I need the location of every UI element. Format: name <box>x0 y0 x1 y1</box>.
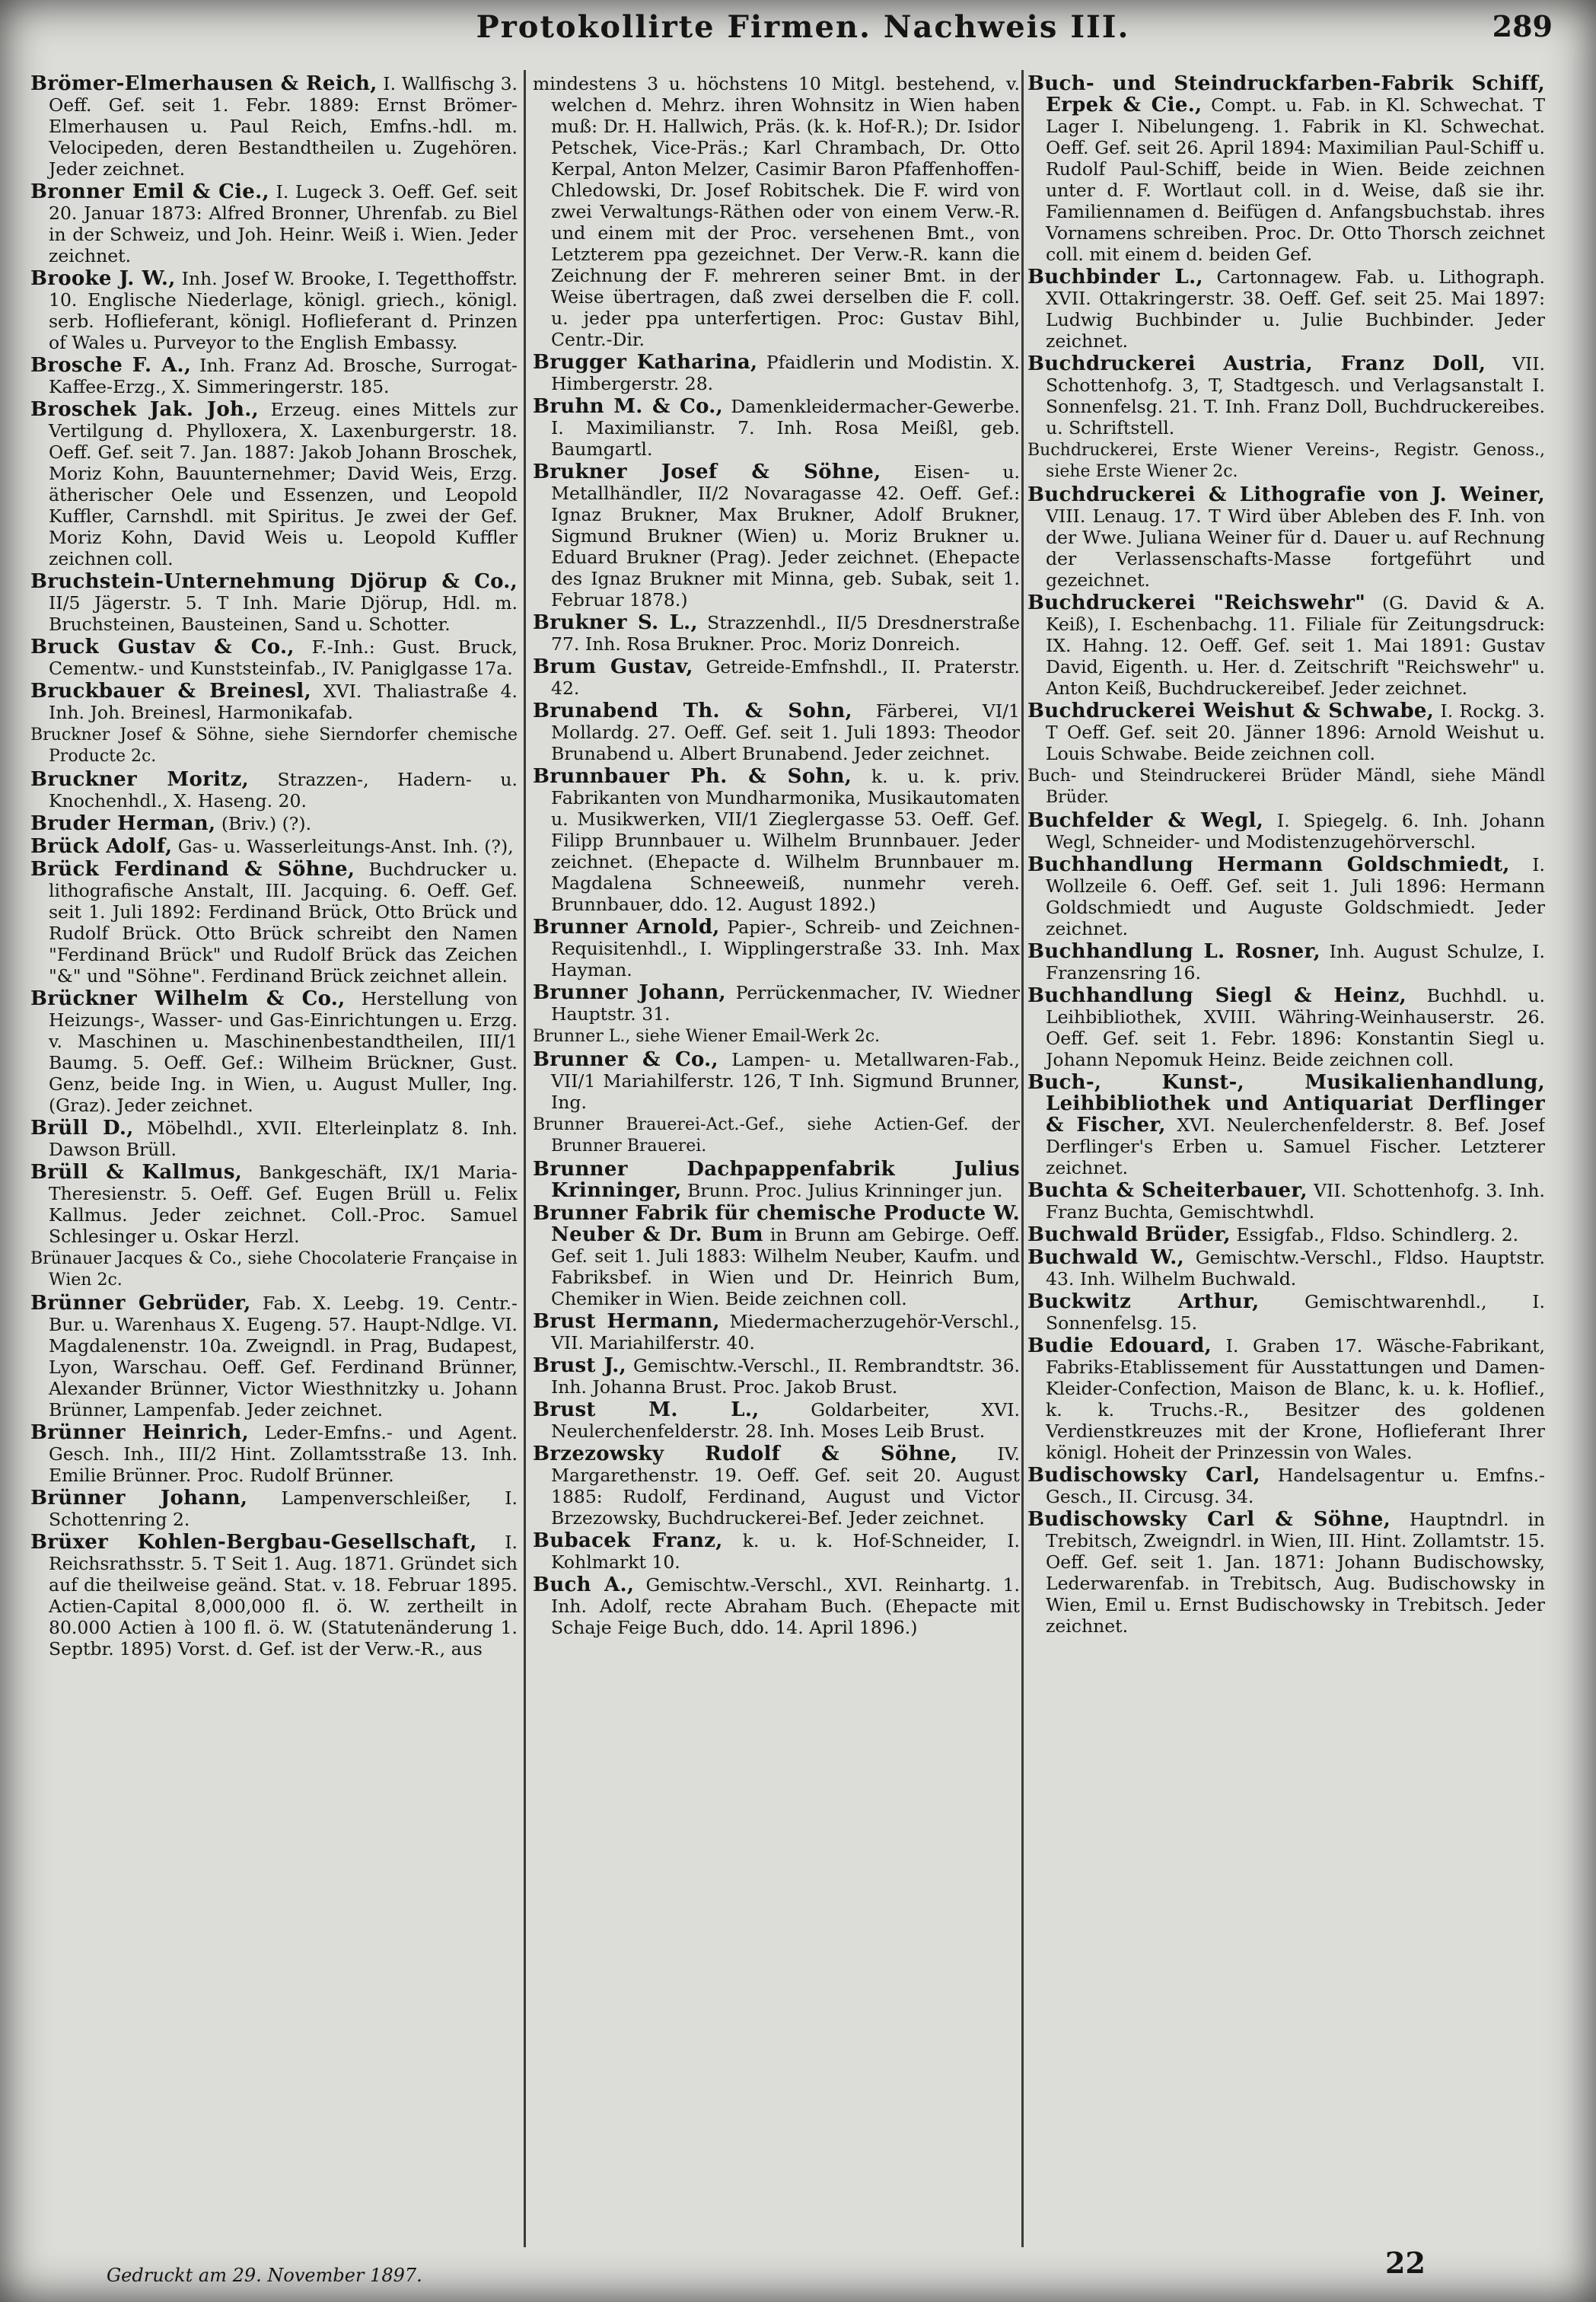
firm-entry <box>30 988 518 1116</box>
firm-details: Gemischtw.-Verschl., Fldso. Hauptstr. 43. Inh. Wilhelm Buchwald. <box>1046 1247 1545 1290</box>
firm-details: (Briv.) (?). <box>215 813 312 834</box>
firm-name: Brust Hermann, <box>533 1310 720 1333</box>
firm-entry <box>1027 700 1545 764</box>
firm-entry <box>30 813 518 834</box>
column-divider <box>1021 70 1024 2247</box>
firm-entry <box>533 1203 1020 1309</box>
firm-name: Brugger Katharina, <box>533 351 758 374</box>
entry-continuation <box>533 73 1020 350</box>
firm-name: Brüll & Kallmus, <box>30 1161 243 1184</box>
firm-details: Gemischtw.-Verschl., XVI. Reinhartg. 1. Inh. Adolf, recte Abraham Buch. (Ehepacte mit Schaje Feige Buch, ddo. 14. April 1896.) <box>551 1574 1020 1638</box>
firm-name: Bruder Herman, <box>30 812 216 835</box>
firm-entry <box>1027 854 1545 939</box>
cross-reference-text: Brünauer Jacques & Co., siehe Chocolaterie Française in Wien 2c. <box>30 1249 518 1290</box>
cross-reference <box>30 1248 518 1291</box>
column-3 <box>1027 73 1545 2235</box>
firm-name: Brünner Johann, <box>30 1487 248 1510</box>
firm-entry <box>30 1487 518 1530</box>
firm-details: I. Lugeck 3. Oeff. Gef. seit 20. Januar 1873: Alfred Bronner, Uhrenfab. zu Biel in der Schweiz, und Joh. Heinr. Weiß i. Wien. Jeder zeichnet. <box>49 181 518 266</box>
firm-details: Erzeug. eines Mittels zur Vertilgung d. Phylloxera, X. Laxenburgerstr. 18. Oeff. Gef. seit 7. Jan. 1887: Jakob Johann Broschek, Moriz Kohn, Bauunternehmer; David Weis, Erzg. ätherischer Oele und Essenzen, und Leopold Kuffler, Carnshdl. mit Spiritus. Je zwei der Gef. Moriz Kohn, David Weis u. Leopold Kuffler zeichnen coll. <box>49 399 518 569</box>
firm-entry <box>30 1532 518 1660</box>
firm-name: Buchwald W., <box>1027 1246 1185 1269</box>
column-divider <box>524 70 526 2247</box>
firm-name: Bronner Emil & Cie., <box>30 180 269 203</box>
firm-details: Leder-Emfns.- und Agent. Gesch. Inh., III/2 Hint. Zollamtsstraße 13. Inh. Emilie Brünner. Proc. Rudolf Brünner. <box>49 1422 518 1486</box>
firm-name: Brünner Gebrüder, <box>30 1292 251 1315</box>
firm-entry <box>30 268 518 353</box>
firm-entry <box>533 1311 1020 1353</box>
cross-reference <box>533 1026 1020 1047</box>
firm-entry <box>533 612 1020 655</box>
firm-entry <box>533 917 1020 980</box>
firm-name: Brückner Wilhelm & Co., <box>30 987 346 1010</box>
firm-details: XVI. Thaliastraße 4. Inh. Joh. Breinesl, Harmonikafab. <box>49 681 518 723</box>
firm-entry <box>533 352 1020 394</box>
firm-name: Buchhandlung L. Rosner, <box>1027 940 1320 963</box>
firm-name: Brück Ferdinand & Söhne, <box>30 858 355 881</box>
column-2 <box>533 73 1020 2235</box>
firm-entry <box>30 399 518 569</box>
firm-entry <box>1027 1247 1545 1290</box>
firm-entry <box>533 1159 1020 1201</box>
firm-entry <box>1027 592 1545 699</box>
firm-details: Gemischtw.-Verschl., II. Rembrandtstr. 36. Inh. Johanna Brust. Proc. Jakob Brust. <box>551 1355 1020 1398</box>
firm-entry <box>533 656 1020 699</box>
firm-name: Brunner Dachpappenfabrik Julius Krinninger, <box>533 1158 1020 1202</box>
cross-reference <box>30 725 518 767</box>
firm-entry <box>533 461 1020 611</box>
firm-name: Buckwitz Arthur, <box>1027 1290 1260 1313</box>
firm-details: Essigfab., Fldso. Schindlerg. 2. <box>1230 1224 1519 1245</box>
firm-name: Bubacek Franz, <box>533 1529 723 1552</box>
firm-details: Brunn. Proc. Julius Krinninger jun. <box>681 1180 1003 1201</box>
firm-name: Brust M. L., <box>533 1398 760 1421</box>
firm-name: Bruhn M. & Co., <box>533 395 723 418</box>
firm-details: Lampen- u. Metallwaren-Fab., VII/1 Mariahilferstr. 126, T Inh. Sigmund Brunner, Ing. <box>551 1049 1020 1113</box>
firm-entry <box>30 1162 518 1247</box>
firm-entry <box>30 1422 518 1486</box>
firm-entry <box>30 636 518 679</box>
firm-details: VIII. Lenaug. 17. T Wird über Ableben des F. Inh. von der Wwe. Juliana Weiner für d. Dauer u. auf Rechnung der Verlassenschafts-Masse fortgeführt und gezeichnet. <box>1046 505 1545 591</box>
firm-entry <box>30 769 518 811</box>
firm-name: Buch A., <box>533 1573 635 1596</box>
firm-name: Budischowsky Carl & Söhne, <box>1027 1508 1391 1531</box>
firm-entry <box>1027 1335 1545 1463</box>
firm-entry <box>533 700 1020 764</box>
firm-name: Brunabend Th. & Sohn, <box>533 700 852 722</box>
firm-name: Buchwald Brüder, <box>1027 1223 1231 1246</box>
firm-entry <box>1027 1072 1545 1178</box>
firm-details: k. u. k. priv. Fabrikanten von Mundharmonika, Musikautomaten u. Musikwerken, VII/1 Zieglergasse 53. Oeff. Gef. Filipp Brunnbauer u. Wilhelm Brunnbauer. Jeder zeichnet. (Ehepacte d. Wilhelm Brunnbauer m. Magdalena Schneeweiß, nunmehr vereh. Brunnbauer, ddo. 12. August 1892.) <box>551 766 1020 915</box>
firm-entry <box>533 766 1020 915</box>
firm-details: Eisen- u. Metallhändler, II/2 Novaragasse 42. Oeff. Gef.: Ignaz Brukner, Max Brukner, Adolf Brukner, Sigmund Brukner (Wien) u. Moriz Brukner u. Eduard Brukner (Prag). Jeder zeichnet. (Ehepacte des Ignaz Brukner mit Minna, geb. Subak, seit 1. Februar 1878.) <box>551 461 1020 611</box>
firm-name: Brzezowsky Rudolf & Söhne, <box>533 1443 958 1465</box>
firm-details: Buchhdl. u. Leihbibliothek, XVIII. Währing-Weinhauserstr. 26. Oeff. Gef. seit 1. Febr. 1896: Konstantin Siegl u. Johann Nepomuk Heinz. Beide zeichnen coll. <box>1046 985 1545 1070</box>
firm-details: Buchdrucker u. lithografische Anstalt, III. Jacquing. 6. Oeff. Gef. seit 1. Juli 1892: Ferdinand Brück, Otto Brück und Rudolf Brück. Otto Brück schreibt den Namen "Ferdinand Brück" und Rudolf Brück das Zeichen "&" und "Söhne". Ferdinand Brück zeichnet allein. <box>49 859 518 987</box>
firm-name: Budie Edouard, <box>1027 1334 1212 1357</box>
firm-details: Perrückenmacher, IV. Wiedner Hauptstr. 31. <box>551 982 1020 1025</box>
firm-details: k. u. k. Hof-Schneider, I. Kohlmarkt 10. <box>551 1530 1020 1573</box>
page-header <box>46 9 1560 52</box>
firm-name: Brukner S. L., <box>533 611 698 634</box>
cross-reference <box>1027 766 1545 808</box>
firm-details: Miedermacherzugehör-Verschl., VII. Mariahilferstr. 40. <box>551 1311 1020 1353</box>
firm-details: Inh. August Schulze, I. Franzensring 16. <box>1046 941 1545 984</box>
firm-name: Buchhandlung Hermann Goldschmiedt, <box>1027 853 1510 876</box>
firm-details: Gas- u. Wasserleitungs-Anst. Inh. (?), <box>172 836 514 857</box>
firm-entry <box>1027 484 1545 591</box>
firm-name: Buch- und Steindruckfarben-Fabrik Schiff, Erpek & Cie., <box>1027 73 1545 116</box>
firm-entry <box>1027 1224 1545 1245</box>
firm-details: IV. Margarethenstr. 19. Oeff. Gef. seit 20. August 1885: Rudolf, Ferdinand, August und Victor Brzezowsky, Buchdruckerei-Bef. Jeder zeichnet. <box>551 1443 1020 1529</box>
firm-entry <box>30 571 518 635</box>
firm-name: Brunner Fabrik für chemische Producte W. Neuber & Dr. Bum <box>533 1202 1020 1246</box>
firm-name: Buchdruckerei "Reichswehr" <box>1027 591 1366 614</box>
print-date: Gedruckt am 29. November 1897. <box>107 2265 422 2286</box>
firm-details: Färberei, VI/1 Mollardg. 27. Oeff. Gef. seit 1. Juli 1893: Theodor Brunabend u. Albert Brunabend. Jeder zeichnet. <box>551 700 1020 764</box>
cross-reference-text: Brunner L., siehe Wiener Email-Werk 2c. <box>533 1027 881 1046</box>
firm-entry <box>533 396 1020 460</box>
firm-entry <box>30 836 518 857</box>
firm-entry <box>533 1443 1020 1529</box>
firm-details: Herstellung von Heizungs-, Wasser- und Gas-Einrichtungen u. Erzg. v. Maschinen u. Maschinenbestandtheilen, III/1 Baumg. 5. Oeff. Gef.: Wilheim Brückner, Gust. Genz, beide Ing. in Wien, u. August Muller, Ing. (Graz). Jeder zeichnet. <box>49 988 518 1116</box>
firm-name: Broschek Jak. Joh., <box>30 398 259 421</box>
firm-details: (G. David & A. Keiß), I. Eschenbachg. 11. Filiale für Zeitungsdruck: IX. Hahng. 12. Oeff. Gef. seit 1. Mai 1891: Gustav David, Eigenth. u. Her. d. Zeitschrift "Reichswehr" u. Anton Keiß, Buchdruckereibef. Jeder zeichnet. <box>1046 592 1545 699</box>
firm-entry <box>30 859 518 987</box>
firm-details: I. Graben 17. Wäsche-Fabrikant, Fabriks-Etablissement für Ausstattungen und Damen-Kleider-Confection, Maison de Blanc, k. u. k. Hoflief., k. k. Truchs.-R., Besitzer des goldenen Verdienstkreuzes mit der Krone, Hoflieferant Ihrer königl. Hoheit der Prinzessin von Wales. <box>1046 1335 1545 1463</box>
firm-entry <box>30 355 518 397</box>
firm-entry <box>1027 1180 1545 1223</box>
firm-name: Bruckner Moritz, <box>30 768 250 791</box>
firm-name: Buchhandlung Siegl & Heinz, <box>1027 984 1406 1007</box>
firm-entry <box>533 1049 1020 1113</box>
cross-reference <box>533 1114 1020 1157</box>
firm-entry <box>1027 1291 1545 1334</box>
firm-name: Budischowsky Carl, <box>1027 1464 1260 1487</box>
firm-details: I. Wollzeile 6. Oeff. Gef. seit 1. Juli 1896: Hermann Goldschmiedt und Auguste Goldschmiedt. Jeder zeichnet. <box>1046 854 1545 939</box>
firm-entry <box>30 73 518 180</box>
firm-name: Buchdruckerei Austria, Franz Doll, <box>1027 352 1486 375</box>
firm-details: Getreide-Emfnshdl., II. Praterstr. 42. <box>551 656 1020 699</box>
firm-entry <box>1027 1509 1545 1637</box>
firm-entry <box>533 982 1020 1025</box>
firm-entry <box>1027 266 1545 352</box>
firm-details: I. Wallfischg 3. Oeff. Gef. seit 1. Febr. 1889: Ernst Brömer-Elmerhausen u. Paul Reich, Emfns.-hdl. m. Velocipeden, deren Bestandtheilen u. Zugehören. Jeder zeichnet. <box>49 73 518 180</box>
firm-name: Brunnbauer Ph. & Sohn, <box>533 765 852 788</box>
firm-entry <box>1027 1465 1545 1507</box>
firm-details: Hauptndrl. in Trebitsch, Zweigndrl. in Wien, III. Hint. Zollamtstr. 15. Oeff. Gef. seit 1. Jan. 1871: Johann Budischowsky, Lederwarenfab. in Trebitsch, Aug. Budischowsky in Wien, Emil u. Ernst Budischowsky in Trebitsch. Jeder zeichnet. <box>1046 1509 1545 1637</box>
firm-entry <box>1027 810 1545 853</box>
firm-details: Lampenverschleißer, I. Schottenring 2. <box>49 1487 518 1530</box>
firm-details: II/5 Jägerstr. 5. T Inh. Marie Djörup, Hdl. m. Bruchsteinen, Bausteinen, Sand u. Schotter. <box>49 592 518 635</box>
firm-entry <box>30 1118 518 1160</box>
firm-name: Bruchstein-Unternehmung Djörup & Co., <box>30 570 518 593</box>
firm-name: Brunner Arnold, <box>533 916 720 939</box>
firm-name: Brüxer Kohlen-Bergbau-Gesellschaft, <box>30 1531 477 1554</box>
firm-details: Bankgeschäft, IX/1 Maria-Theresienstr. 5. Oeff. Gef. Eugen Brüll u. Felix Kallmus. Jeder zeichnet. Coll.-Proc. Samuel Schlesinger u. Oskar Herzl. <box>49 1162 518 1247</box>
firm-name: Buch-, Kunst-, Musikalienhandlung, Leihbibliothek und Antiquariat Derflinger & Fischer, <box>1027 1071 1545 1137</box>
firm-details: I. Spiegelg. 6. Inh. Johann Wegl, Schneider- und Modistenzugehörverschl. <box>1046 810 1545 853</box>
firm-name: Brukner Josef & Söhne, <box>533 461 881 483</box>
firm-name: Brüll D., <box>30 1117 134 1140</box>
firm-entry <box>30 181 518 266</box>
firm-details: F.-Inh.: Gust. Bruck, Cementw.- und Kunststeinfab., IV. Paniglgasse 17a. <box>49 636 518 679</box>
firm-details: I. Reichsrathsstr. 5. T Seit 1. Aug. 1871. Gründet sich auf die theilweise geänd. Stat. v. 18. Februar 1895. Actien-Capital 8,000,000 fl. ö. W. zertheilt in 80.000 Actien à 100 fl. ö. W. (Statutenänderung 1. Septbr. 1895) Vorst. d. Gef. ist der Verw.-R., aus <box>49 1532 518 1660</box>
firm-details: Strazzen-, Hadern- u. Knochenhdl., X. Haseng. 20. <box>49 769 518 811</box>
column-1 <box>30 73 518 2235</box>
firm-entry <box>1027 941 1545 984</box>
firm-details: Goldarbeiter, XVI. Neulerchenfelderstr. 28. Inh. Moses Leib Brust. <box>551 1399 1020 1442</box>
sheet-signature: 22 <box>1385 2246 1426 2280</box>
firm-details: VII. Schottenhofg. 3. Inh. Franz Buchta, Gemischtwhdl. <box>1046 1180 1545 1223</box>
firm-details: Cartonnagew. Fab. u. Lithograph. XVII. Ottakringerstr. 38. Oeff. Gef. seit 25. Mai 1897: Ludwig Buchbinder u. Julie Buchbinder. Jeder zeichnet. <box>1046 266 1545 352</box>
firm-name: Buchfelder & Wegl, <box>1027 809 1264 832</box>
firm-details: Inh. Franz Ad. Brosche, Surrogat-Kaffee-Erzg., X. Simmeringerstr. 185. <box>49 355 518 397</box>
firm-entry <box>533 1355 1020 1398</box>
firm-name: Brosche F. A., <box>30 354 192 377</box>
firm-name: Brück Adolf, <box>30 835 173 858</box>
cross-reference-text: Brunner Brauerei-Act.-Gef., siehe Actien-Gef. der Brunner Brauerei. <box>533 1115 1020 1156</box>
firm-name: Brum Gustav, <box>533 655 693 678</box>
firm-entry <box>1027 73 1545 265</box>
firm-details: mindestens 3 u. höchstens 10 Mitgl. bestehend, v. welchen d. Mehrz. ihren Wohnsitz in Wien haben muß: Dr. H. Hallwich, Präs. (k. k. Hof-R.); Dr. Isidor Petschek, Vice-Präs.; Karl Chrambach, Dr. Otto Kerpal, Anton Melzer, Casimir Baron Pfaffenhoffen-Chledowski, Dr. Josef Robitschek. Die F. wird von zwei Verwaltungs-Räthen oder von einem Verw.-R. und einem mit der Proc. versehenen Bmt., von Letzterem ppa gezeichnet. Der Verw.-R. kann die Zeichnung der F. mehreren seiner Bmt. in der Weise übertragen, daß zwei derselben die F. coll. u. jeder ppa unterfertigen. Proc: Gustav Bihl, Centr.-Dir. <box>533 73 1020 350</box>
firm-name: Brooke J. W., <box>30 267 176 290</box>
cross-reference-text: Buch- und Steindruckerei Brüder Mändl, siehe Mändl Brüder. <box>1027 767 1545 807</box>
firm-details: Möbelhdl., XVII. Elterleinplatz 8. Inh. Dawson Brüll. <box>49 1118 518 1160</box>
firm-details: Fab. X. Leebg. 19. Centr.-Bur. u. Warenhaus X. Eugeng. 57. Haupt-Ndlge. VI. Magdalenenstr. 10a. Zweigndl. in Prag, Budapest, Lyon, Warschau. Oeff. Gef. Ferdinand Brünner, Alexander Brünner, Victor Wiesthnitzky u. Johann Brünner, Lampenfab. Jeder zeichnet. <box>49 1293 518 1420</box>
firm-details: XVI. Neulerchenfelderstr. 8. Bef. Josef Derflinger's Erben u. Samuel Fischer. Letzterer zeichnet. <box>1046 1114 1545 1178</box>
firm-entry <box>30 681 518 723</box>
firm-name: Brömer-Elmerhausen & Reich, <box>30 73 377 95</box>
cross-reference <box>1027 440 1545 483</box>
firm-details: I. Rockg. 3. T Oeff. Gef. seit 20. Jänner 1896: Arnold Weishut u. Louis Schwabe. Beide zeichnen coll. <box>1046 700 1545 764</box>
firm-details: Pfaidlerin und Modistin. X. Himbergerstr. 28. <box>551 352 1020 394</box>
firm-details: in Brunn am Gebirge. Oeff. Gef. seit 1. Juli 1883: Wilhelm Neuber, Kaufm. und Fabriksbef. in Wien und Dr. Heinrich Bum, Chemiker in Wien. Beide zeichnen coll. <box>551 1224 1020 1309</box>
firm-entry <box>1027 985 1545 1070</box>
firm-name: Brust J., <box>533 1354 626 1377</box>
firm-name: Brünner Heinrich, <box>30 1421 249 1444</box>
firm-entry <box>30 1293 518 1420</box>
firm-entry <box>533 1574 1020 1638</box>
firm-details: Damenkleidermacher-Gewerbe. I. Maximilianstr. 7. Inh. Rosa Meißl, geb. Baumgartl. <box>551 396 1020 460</box>
cross-reference-text: Buchdruckerei, Erste Wiener Vereins-, Registr. Genoss., siehe Erste Wiener 2c. <box>1027 441 1545 481</box>
cross-reference-text: Bruckner Josef & Söhne, siehe Sierndorfer chemische Producte 2c. <box>30 725 518 766</box>
firm-details: Inh. Josef W. Brooke, I. Tegetthoffstr. 10. Englische Niederlage, königl. griech., königl. serb. Hoflieferant, königl. Hoflieferant d. Prinzen of Wales u. Purveyor to the English Embassy. <box>49 268 518 353</box>
firm-details: Strazzenhdl., II/5 Dresdnerstraße 77. Inh. Rosa Brukner. Proc. Moriz Donreich. <box>551 612 1020 655</box>
firm-details: VII. Schottenhofg. 3, T, Stadtgesch. und Verlagsanstalt I. Sonnenfelsg. 21. T. Inh. Franz Doll, Buchdruckereibes. u. Schriftstell. <box>1046 353 1545 438</box>
firm-entry <box>1027 353 1545 438</box>
firm-name: Buchta & Scheiterbauer, <box>1027 1179 1308 1202</box>
firm-entry <box>533 1399 1020 1442</box>
firm-name: Bruck Gustav & Co., <box>30 636 295 658</box>
firm-name: Bruckbauer & Breinesl, <box>30 680 311 703</box>
firm-details: Papier-, Schreib- und Zeichnen-Requisitenhdl., I. Wipplingerstraße 33. Inh. Max Hayman. <box>551 917 1020 980</box>
firm-name: Buchbinder L., <box>1027 266 1203 289</box>
firm-name: Buchdruckerei Weishut & Schwabe, <box>1027 700 1435 722</box>
firm-name: Brunner & Co., <box>533 1048 718 1071</box>
firm-entry <box>533 1530 1020 1573</box>
firm-details: Handelsagentur u. Emfns.-Gesch., II. Circusg. 34. <box>1046 1465 1545 1507</box>
firm-details: Compt. u. Fab. in Kl. Schwechat. T Lager I. Nibelungeng. 1. Fabrik in Kl. Schwechat. Oeff. Gef. seit 26. April 1894: Maximilian Paul-Schiff u. Rudolf Paul-Schiff, beide in Wien. Beide zeichnen unter d. F. Wortlaut coll. in d. Weise, daß sie ihr. Familiennamen d. Beifügen d. Anfangsbuchstab. ihres Vornamens schreiben. Proc. Dr. Otto Thorsch zeichnet coll. mit einem d. beiden Gef. <box>1046 94 1545 265</box>
page-number: 289 <box>1492 9 1553 43</box>
firm-name: Buchdruckerei & Lithografie von J. Weiner, <box>1027 483 1545 506</box>
running-title: Protokollirte Firmen. Nachweis III. <box>476 9 1130 45</box>
firm-details: Gemischtwarenhdl., I. Sonnenfelsg. 15. <box>1046 1291 1545 1334</box>
firm-name: Brunner Johann, <box>533 981 726 1004</box>
